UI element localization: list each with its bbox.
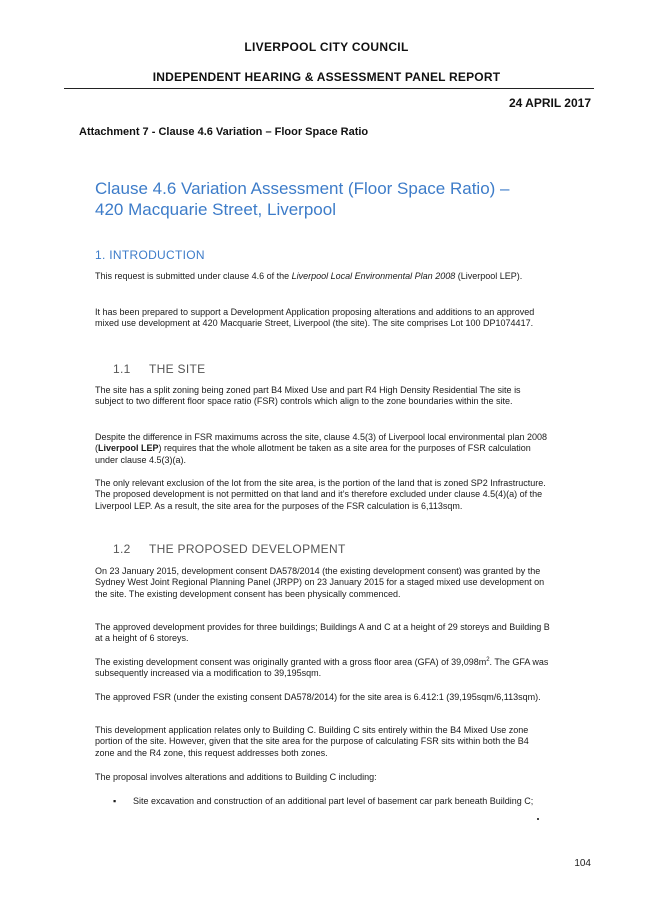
intro-p1-emphasis: Liverpool Local Environmental Plan 2008 <box>291 271 456 281</box>
document-title <box>95 178 555 220</box>
intro-p1-text-a: This request is submitted under clause 4.6 of the <box>95 271 292 281</box>
proposed-paragraph-2: The approved development provides for three buildings; Buildings A and C at a height of 29 storeys and Building B at a height of 6 storeys. <box>95 622 550 644</box>
site-paragraph-3: The only relevant exclusion of the lot from the site area, is the portion of the land that is zoned SP2 Infrastructure. The proposed development is not permitted on that land and it’s therefore excluded under clause 4.5(4)(a) of the Liverpool LEP. As a result, the site area for the purposes of the FSR calculation is 6,113sqm. <box>95 478 546 511</box>
intro-p1-text-b: (Liverpool LEP). <box>455 271 523 281</box>
section-introduction-heading: 1. INTRODUCTION <box>95 248 205 262</box>
proposed-p3-text-a: The existing development consent was originally granted with a gross floor area (GFA) of 39,098m <box>95 657 487 667</box>
report-date: 24 APRIL 2017 <box>508 96 591 110</box>
proposed-paragraph-4: The approved FSR (under the existing consent DA578/2014) for the site area is 6.412:1 (39,195sqm/6,113sqm). <box>95 692 541 702</box>
section-proposed-number: 1.2 <box>113 542 131 556</box>
title-line-1: Clause 4.6 Variation Assessment (Floor Space Ratio) – <box>95 179 510 198</box>
intro-paragraph-1 <box>95 271 550 282</box>
section-site-title: THE SITE <box>149 362 206 376</box>
section-proposed-title: THE PROPOSED DEVELOPMENT <box>149 542 346 556</box>
attachment-heading: Attachment 7 - Clause 4.6 Variation – Floor Space Ratio <box>79 126 369 138</box>
bullet-icon: ▪ <box>113 796 117 806</box>
section-site-heading <box>113 362 205 376</box>
proposed-p3-text-b: . The GFA was subsequently increased via a modification to 39,195sqm. <box>95 657 549 679</box>
intro-paragraph-2: It has been prepared to support a Development Application proposing alterations and additions to an approved mixed use development at 420 Macquarie Street, Liverpool (the site). The site comprises Lot 100 DP1074417. <box>95 307 535 329</box>
council-name: LIVERPOOL CITY COUNCIL <box>244 40 409 54</box>
section-proposed-heading <box>113 542 346 556</box>
site-p2-bold: Liverpool LEP <box>98 443 159 454</box>
proposed-paragraph-3 <box>95 657 550 680</box>
proposed-p3-superscript: 2 <box>486 657 490 663</box>
proposed-paragraph-1: On 23 January 2015, development consent DA578/2014 (the existing development consent) was granted by the Sydney West Joint Regional Planning Panel (JRPP) on 23 January 2015 for a staged mixed use development on the site. The existing development consent has been physically commenced. <box>95 566 545 599</box>
site-p2-text-a: Despite the difference in FSR maximums across the site, clause 4.5(3) of Liverpool local environmental plan 2008 ( <box>95 432 548 454</box>
section-site-number: 1.1 <box>113 362 131 376</box>
page-number: 104 <box>574 858 591 869</box>
header-rule <box>64 88 594 89</box>
proposed-paragraph-6: The proposal involves alterations and additions to Building C including: <box>95 772 377 782</box>
proposed-paragraph-5: This development application relates only to Building C. Building C sits entirely within the B4 Mixed Use zone portion of the site. However, given that the site area for the purpose of calculating FSR sits within both the B4 zone and the R4 zone, this request addresses both zones. <box>95 725 529 758</box>
scan-speck <box>537 818 539 820</box>
site-paragraph-2 <box>95 432 550 466</box>
report-title: INDEPENDENT HEARING & ASSESSMENT PANEL REPORT <box>152 70 501 84</box>
site-paragraph-1: The site has a split zoning being zoned part B4 Mixed Use and part R4 High Density Residential The site is subject to two different floor space ratio (FSR) controls which align to the zone boundaries within the site. <box>95 385 521 407</box>
list-item-text: Site excavation and construction of an additional part level of basement car park beneath Building C; <box>133 796 534 806</box>
title-line-2: 420 Macquarie Street, Liverpool <box>95 200 336 219</box>
site-p2-text-c: ) requires that the whole allotment be taken as a site area for the purposes of FSR calculation under clause 4.5(3)(a). <box>95 443 531 465</box>
